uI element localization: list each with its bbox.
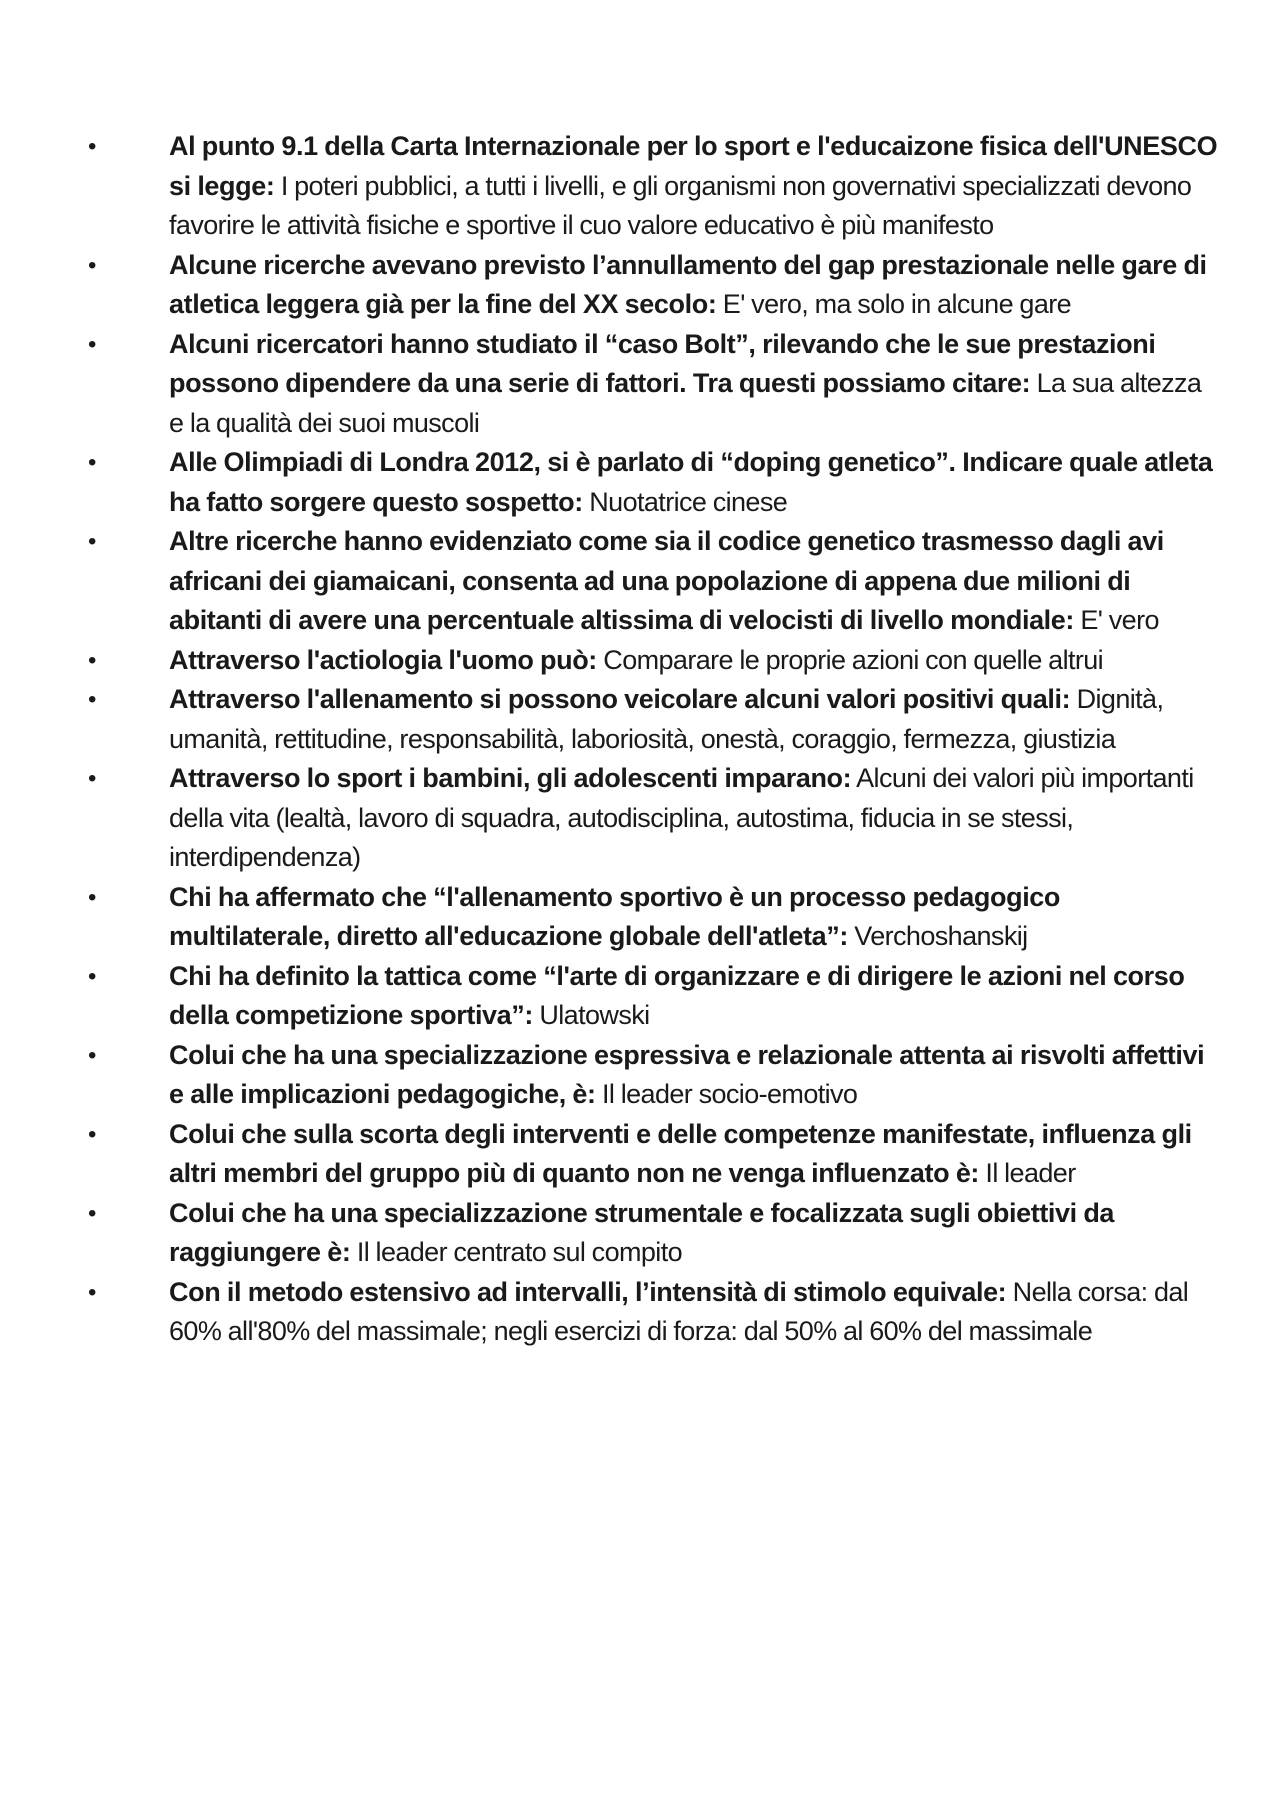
- question-text: Attraverso l'allenamento si possono veicolare alcuni valori positivi quali:: [169, 684, 1071, 714]
- question-text: Con il metodo estensivo ad intervalli, l’intensità di stimolo equivale:: [169, 1276, 1007, 1307]
- question-text: Chi ha definito la tattica come “l'arte di organizzare e di dirigere le azioni nel corso della competizione sportiva”:: [169, 960, 1185, 1030]
- list-item: [0, 680, 1280, 759]
- question-text: Attraverso l'actiologia l'uomo può:: [169, 644, 597, 675]
- answer-text: Comparare le proprie azioni con quelle altrui: [596, 644, 1104, 675]
- question-text: Chi ha affermato che “l'allenamento sportivo è un processo pedagogico multilaterale, diretto all'educazione globale dell'atleta”:: [169, 881, 1061, 951]
- answer-text: Il leader: [979, 1158, 1076, 1188]
- bullet-icon: •: [88, 330, 96, 358]
- list-item: [0, 641, 1280, 681]
- answer-text: Alcuni dei valori più importanti della vita (lealtà, lavoro di squadra, autodisciplina, autostima, fiducia in se stessi, interdipendenza): [169, 763, 1194, 872]
- question-text: Colui che ha una specializzazione strumentale e focalizzata sugli obiettivi da raggiungere è:: [169, 1197, 1115, 1267]
- list-item: [0, 759, 1280, 878]
- list-item: [0, 1036, 1280, 1115]
- question-text: Colui che sulla scorta degli interventi e delle competenze manifestate, influenza gli altri membri del gruppo più di quanto non ne venga influenzato è:: [169, 1118, 1192, 1188]
- bullet-icon: •: [88, 1041, 96, 1069]
- list-item: [0, 325, 1280, 444]
- answer-text: Verchoshanskij: [847, 921, 1028, 951]
- answer-text: E' vero, ma solo in alcune gare: [716, 289, 1072, 319]
- answer-text: I poteri pubblici, a tutti i livelli, e gli organismi non governativi specializzati devono favorire le attività fisiche e sportive il cuo valore educativo è più manifesto: [169, 170, 1192, 240]
- answer-text: E' vero: [1074, 605, 1159, 635]
- bullet-icon: •: [88, 528, 96, 555]
- list-item: [0, 878, 1280, 957]
- list-item: [0, 522, 1280, 641]
- bullet-icon: •: [88, 765, 96, 792]
- answer-text: Il leader socio-emotivo: [595, 1079, 858, 1109]
- bullet-icon: •: [88, 686, 96, 713]
- bullet-icon: •: [88, 646, 96, 674]
- list-item: [0, 443, 1280, 522]
- bullet-icon: •: [88, 962, 96, 990]
- bullet-icon: •: [88, 449, 96, 476]
- question-text: Colui che ha una specializzazione espressiva e relazionale attenta ai risvolti affettivi e alle implicazioni pedagogiche, è:: [169, 1039, 1205, 1109]
- list-item: [0, 1194, 1280, 1273]
- qa-list: [0, 127, 1280, 1352]
- bullet-icon: •: [88, 883, 96, 911]
- question-text: Alcune ricerche avevano previsto l’annullamento del gap prestazionale nelle gare di atletica leggera già per la fine del XX secolo:: [169, 249, 1207, 319]
- answer-text: Dignità, umanità, rettitudine, responsabilità, laboriosità, onestà, coraggio, fermezza, giustizia: [169, 684, 1164, 754]
- question-text: Altre ricerche hanno evidenziato come sia il codice genetico trasmesso dagli avi africani dei giamaicani, consenta ad una popolazione di appena due milioni di abitanti di avere una percentuale altissima di velocisti di livello mondiale:: [169, 526, 1164, 635]
- bullet-icon: •: [88, 1278, 96, 1306]
- list-item: [0, 1115, 1280, 1194]
- bullet-icon: •: [88, 251, 96, 279]
- list-item: [0, 1273, 1280, 1352]
- answer-text: Ulatowski: [532, 1000, 650, 1030]
- question-text: Al punto 9.1 della Carta Internazionale per lo sport e l'educaizone fisica dell'UNESCO si legge:: [169, 131, 1218, 201]
- list-item: [0, 246, 1280, 325]
- bullet-icon: •: [88, 1120, 96, 1148]
- answer-text: Il leader centrato sul compito: [350, 1237, 683, 1267]
- question-text: Alcuni ricercatori hanno studiato il “caso Bolt”, rilevando che le sue prestazioni possono dipendere da una serie di fattori. Tra questi possiamo citare:: [169, 328, 1156, 398]
- answer-text: Nuotatrice cinese: [582, 486, 788, 517]
- answer-text: Nella corsa: dal 60% all'80% del massimale; negli esercizi di forza: dal 50% al 60% del massimale: [169, 1276, 1189, 1346]
- bullet-icon: •: [88, 1199, 96, 1227]
- answer-text: La sua altezza e la qualità dei suoi muscoli: [169, 368, 1202, 438]
- question-text: Attraverso lo sport i bambini, gli adolescenti imparano:: [169, 763, 852, 793]
- list-item: [0, 127, 1280, 246]
- list-item: [0, 957, 1280, 1036]
- bullet-icon: •: [88, 133, 96, 160]
- question-text: Alle Olimpiadi di Londra 2012, si è parlato di “doping genetico”. Indicare quale atleta ha fatto sorgere questo sospetto:: [169, 447, 1213, 517]
